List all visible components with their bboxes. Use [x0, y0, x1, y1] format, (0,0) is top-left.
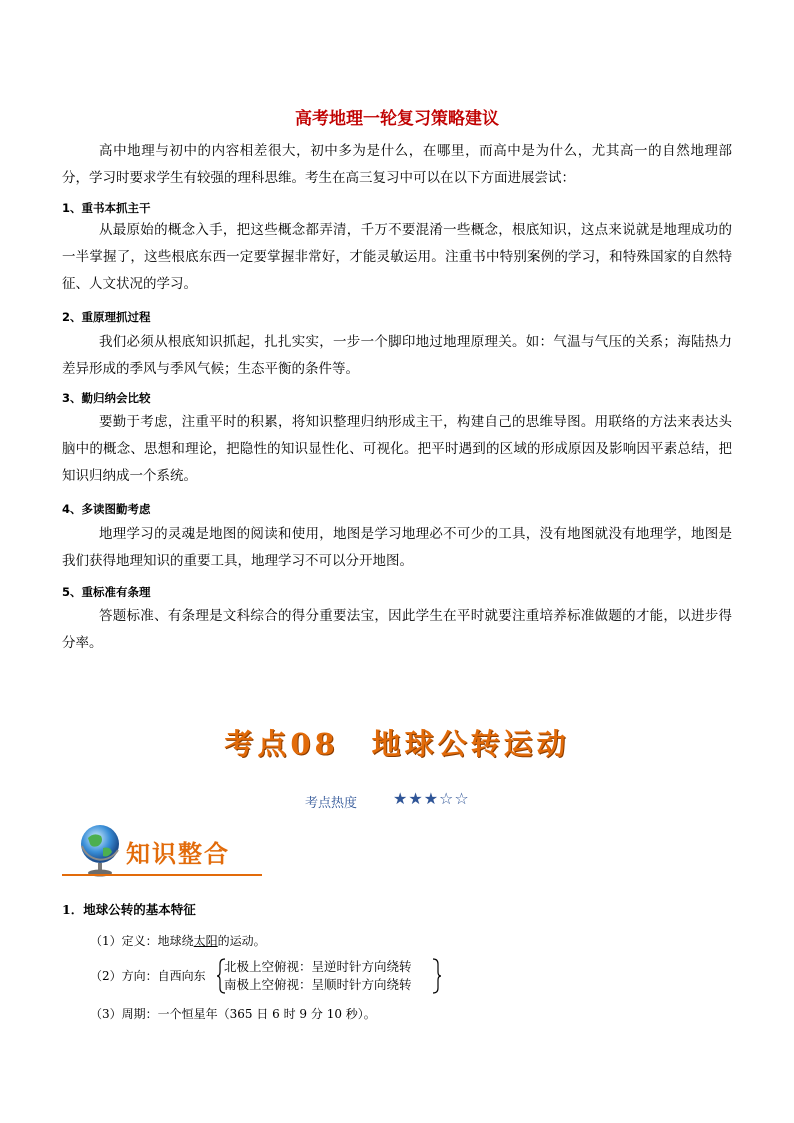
right-brace-icon: [432, 958, 442, 994]
south-pole-view: 南极上空俯视：呈顺时针方向绕转: [224, 977, 412, 992]
knowledge-section-title: 1．地球公转的基本特征: [62, 902, 196, 917]
section-body-2: 我们必须从根底知识抓起，扎扎实实，一步一个脚印地过地理原理关。如：气温与气压的关系；海陆热力差异形成的季风与季风气候；生态平衡的条件等。: [62, 334, 732, 377]
section-heading-4: 4、多读图勤考虑: [62, 502, 151, 516]
page-title: 高考地理一轮复习策略建议: [295, 109, 499, 129]
topic-title: 考点08 地球公转运动: [224, 727, 570, 761]
definition-item: [90, 932, 266, 949]
banner-title: 知识整合: [126, 839, 230, 868]
direction-item: （2）方向：自西向东: [90, 969, 206, 983]
intro-paragraph: 高中地理与初中的内容相差很大，初中多为是什么，在哪里，而高中是为什么，尤其高一的自然地理部分，学习时要求学生有较强的理科思维。考生在高三复习中可以在以下方面进展尝试：: [62, 143, 732, 186]
definition-suffix: 的运动。: [217, 934, 266, 948]
north-pole-view: 北极上空俯视：呈逆时针方向绕转: [224, 959, 412, 974]
section-body-1: 从最原始的概念入手，把这些概念都弄清，千万不要混淆一些概念，根底知识，这点来说就是地理成功的一半掌握了，这些根底东西一定要掌握非常好，才能灵敏运用。注重书中特别案例的学习，和特殊国家的自然特征、人文状况的学习。: [62, 222, 732, 292]
banner-underline: [62, 874, 262, 876]
direction-brace-lines: [224, 958, 412, 994]
section-body-5: 答题标准、有条理是文科综合的得分重要法宝，因此学生在平时就要注重培养标准做题的才能，以进步得分率。: [62, 608, 732, 651]
definition-sun: 太阳: [193, 934, 218, 948]
section-heading-1: 1、重书本抓主干: [62, 201, 151, 215]
section-heading-5: 5、重标准有条理: [62, 585, 151, 599]
globe-icon: [74, 820, 126, 880]
section-heading-2: 2、重原理抓过程: [62, 310, 151, 324]
hotness-label: 考点热度: [305, 796, 358, 811]
definition-prefix: （1）定义：地球绕: [90, 934, 194, 948]
hotness-stars: ★★★☆☆: [393, 789, 470, 808]
section-heading-3: 3、勤归纳会比较: [62, 391, 151, 405]
section-body-3: 要勤于考虑，注重平时的积累，将知识整理归纳形成主干，构建自己的思维导图。用联络的方法来表达头脑中的概念、思想和理论，把隐性的知识显性化、可视化。把平时遇到的区域的形成原因及影响因平素总结，把知识归纳成一个系统。: [62, 414, 732, 484]
section-body-4: 地理学习的灵魂是地图的阅读和使用，地图是学习地理必不可少的工具，没有地图就没有地理学，地图是我们获得地理知识的重要工具，地理学习不可以分开地图。: [62, 526, 732, 569]
period-item: （3）周期：一个恒星年（365 日 6 时 9 分 10 秒）。: [90, 1007, 376, 1021]
